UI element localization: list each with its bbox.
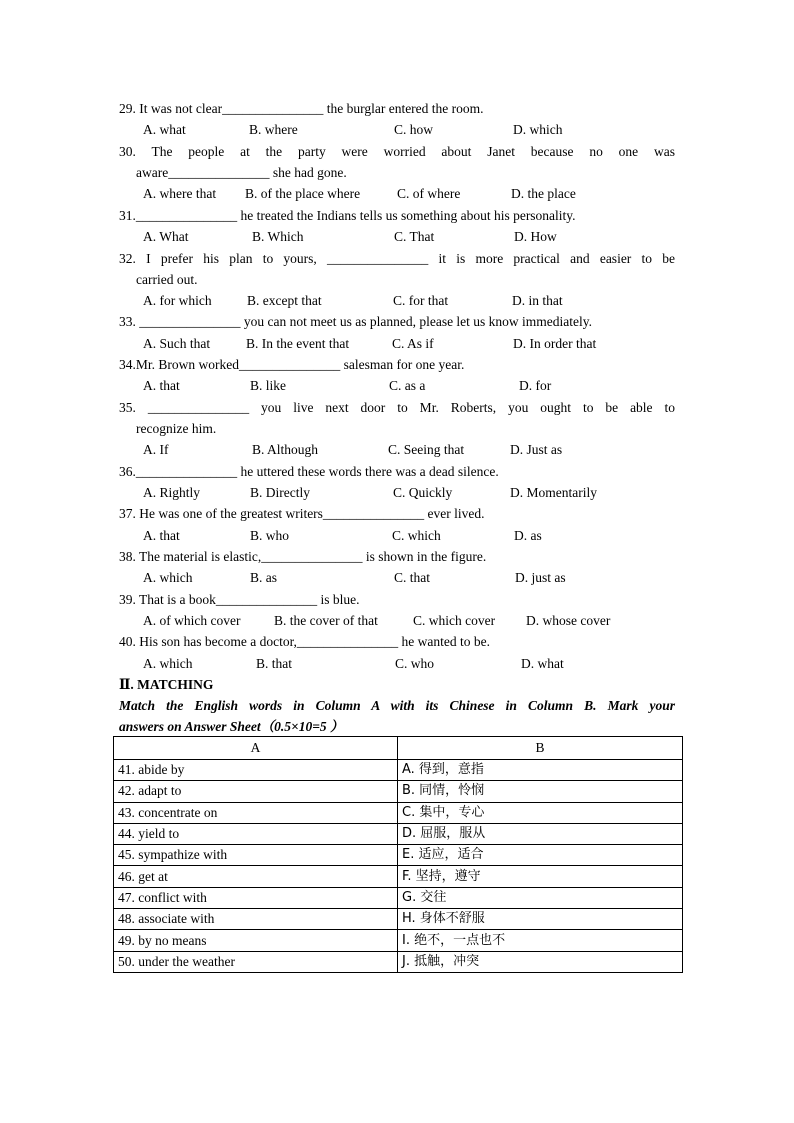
option-a: A. for which [143, 293, 212, 308]
table-row [114, 781, 683, 802]
column-a-header: A [114, 737, 398, 760]
question-text: 33. _______________ you can not meet us as planned, please let us know immediately. [119, 314, 593, 329]
matching-table [113, 736, 683, 973]
chinese-meaning: J. 抵触，冲突 [398, 951, 683, 972]
chinese-meaning: D. 屈服，服从 [398, 823, 683, 844]
option-d: D. In order that [513, 336, 597, 351]
option-a: A. of which cover [143, 613, 241, 628]
option-d: D. whose cover [526, 613, 611, 628]
english-term: 41. abide by [114, 760, 398, 781]
options-34 [143, 375, 683, 396]
options-37 [143, 525, 683, 546]
table-row [114, 909, 683, 930]
option-a: A. which [143, 570, 193, 585]
question-31 [119, 205, 675, 226]
table-row [114, 951, 683, 972]
option-b: B. except that [247, 293, 322, 308]
question-33 [119, 311, 675, 332]
question-text: 29. It was not clear_______________ the burglar entered the room. [119, 101, 484, 116]
instruction-line-1: Match the English words in Column A with its Chinese in Column B. Mark your [119, 698, 675, 713]
option-a: A. that [143, 528, 180, 543]
option-d: D. as [514, 528, 542, 543]
instruction-line-2: answers on Answer Sheet（0.5×10=5 ） [119, 719, 344, 734]
option-c: C. as a [389, 378, 426, 393]
table-row [114, 802, 683, 823]
table-row [114, 823, 683, 844]
option-d: D. in that [512, 293, 563, 308]
options-38 [143, 567, 683, 588]
english-term: 45. sympathize with [114, 845, 398, 866]
options-40 [143, 653, 683, 674]
option-a: A. Such that [143, 336, 211, 351]
option-a: A. Rightly [143, 485, 201, 500]
chinese-meaning: A. 得到，意指 [398, 760, 683, 781]
option-b: B. Although [252, 442, 319, 457]
english-term: 43. concentrate on [114, 802, 398, 823]
table-row [114, 845, 683, 866]
option-b: B. as [250, 570, 277, 585]
question-38 [119, 546, 675, 567]
option-d: D. the place [511, 186, 576, 201]
section-heading: Ⅱ. MATCHING [119, 677, 214, 692]
question-text: 40. His son has become a doctor,_______________ he wanted to be. [119, 634, 491, 649]
option-c: C. that [394, 570, 430, 585]
question-29 [119, 98, 675, 119]
question-text: 35. _______________ you live next door to Mr. Roberts, you ought to be able to [119, 400, 675, 415]
option-d: D. for [519, 378, 552, 393]
question-30-cont [119, 162, 692, 183]
option-b: B. In the event that [246, 336, 350, 351]
question-text-continued: carried out. [136, 272, 198, 287]
table-row [114, 866, 683, 887]
options-33 [143, 333, 683, 354]
option-c: C. As if [392, 336, 434, 351]
options-36 [143, 482, 683, 503]
english-term: 47. conflict with [114, 887, 398, 908]
english-term: 50. under the weather [114, 951, 398, 972]
option-c: C. for that [393, 293, 449, 308]
question-text: 37. He was one of the greatest writers_______________ ever lived. [119, 506, 485, 521]
option-c: C. which [392, 528, 441, 543]
option-a: A. which [143, 656, 193, 671]
option-d: D. Just as [510, 442, 563, 457]
option-a: A. what [143, 122, 186, 137]
question-30 [119, 141, 675, 162]
option-c: C. Seeing that [388, 442, 465, 457]
option-b: B. where [249, 122, 298, 137]
table-row [114, 930, 683, 951]
chinese-meaning: H. 身体不舒服 [398, 909, 683, 930]
question-text-continued: recognize him. [136, 421, 217, 436]
options-32 [143, 290, 683, 311]
question-40 [119, 631, 675, 652]
english-term: 46. get at [114, 866, 398, 887]
option-b: B. who [250, 528, 290, 543]
option-b: B. the cover of that [274, 613, 378, 628]
option-b: B. Directly [250, 485, 310, 500]
option-d: D. which [513, 122, 563, 137]
option-c: C. how [394, 122, 434, 137]
table-row [114, 887, 683, 908]
english-term: 44. yield to [114, 823, 398, 844]
options-31 [143, 226, 683, 247]
option-c: C. who [395, 656, 435, 671]
option-b: B. Which [252, 229, 304, 244]
option-a: A. If [143, 442, 169, 457]
question-37 [119, 503, 675, 524]
english-term: 42. adapt to [114, 781, 398, 802]
chinese-meaning: E. 适应，适合 [398, 845, 683, 866]
english-term: 49. by no means [114, 930, 398, 951]
question-text: 36._______________ he uttered these words there was a dead silence. [119, 464, 499, 479]
option-b: B. of the place where [245, 186, 361, 201]
section-instruction [119, 695, 675, 737]
chinese-meaning: G. 交往 [398, 887, 683, 908]
question-32 [119, 248, 675, 269]
options-39 [143, 610, 683, 631]
option-b: B. like [250, 378, 286, 393]
question-text-continued: aware_______________ she had gone. [136, 165, 347, 180]
options-30 [143, 183, 683, 204]
option-d: D. just as [515, 570, 566, 585]
option-a: A. What [143, 229, 189, 244]
table-row [114, 760, 683, 781]
question-35 [119, 397, 675, 418]
table-header-row [114, 737, 683, 760]
option-c: C. which cover [413, 613, 496, 628]
chinese-meaning: F. 坚持，遵守 [398, 866, 683, 887]
question-text: 38. The material is elastic,_______________ is shown in the figure. [119, 549, 487, 564]
option-a: A. where that [143, 186, 217, 201]
chinese-meaning: C. 集中，专心 [398, 802, 683, 823]
question-34 [119, 354, 675, 375]
english-term: 48. associate with [114, 909, 398, 930]
question-text: 31._______________ he treated the Indians tells us something about his personality. [119, 208, 576, 223]
question-32-cont [119, 269, 692, 290]
question-text: 30. The people at the party were worried about Janet because no one was [119, 144, 675, 159]
option-c: C. of where [397, 186, 461, 201]
options-35 [143, 439, 683, 460]
option-d: D. what [521, 656, 564, 671]
chinese-meaning: B. 同情，怜悯 [398, 781, 683, 802]
option-c: C. Quickly [393, 485, 453, 500]
option-b: B. that [256, 656, 292, 671]
question-text: 32. I prefer his plan to yours, _______________ it is more practical and easier to be [119, 251, 675, 266]
question-text: 39. That is a book_______________ is blue. [119, 592, 360, 607]
question-text: 34.Mr. Brown worked_______________ salesman for one year. [119, 357, 465, 372]
option-a: A. that [143, 378, 180, 393]
option-c: C. That [394, 229, 435, 244]
option-d: D. Momentarily [510, 485, 597, 500]
question-35-cont [119, 418, 692, 439]
chinese-meaning: I. 绝不，一点也不 [398, 930, 683, 951]
question-39 [119, 589, 675, 610]
question-36 [119, 461, 675, 482]
option-d: D. How [514, 229, 557, 244]
column-b-header: B [398, 737, 683, 760]
options-29 [143, 119, 683, 140]
